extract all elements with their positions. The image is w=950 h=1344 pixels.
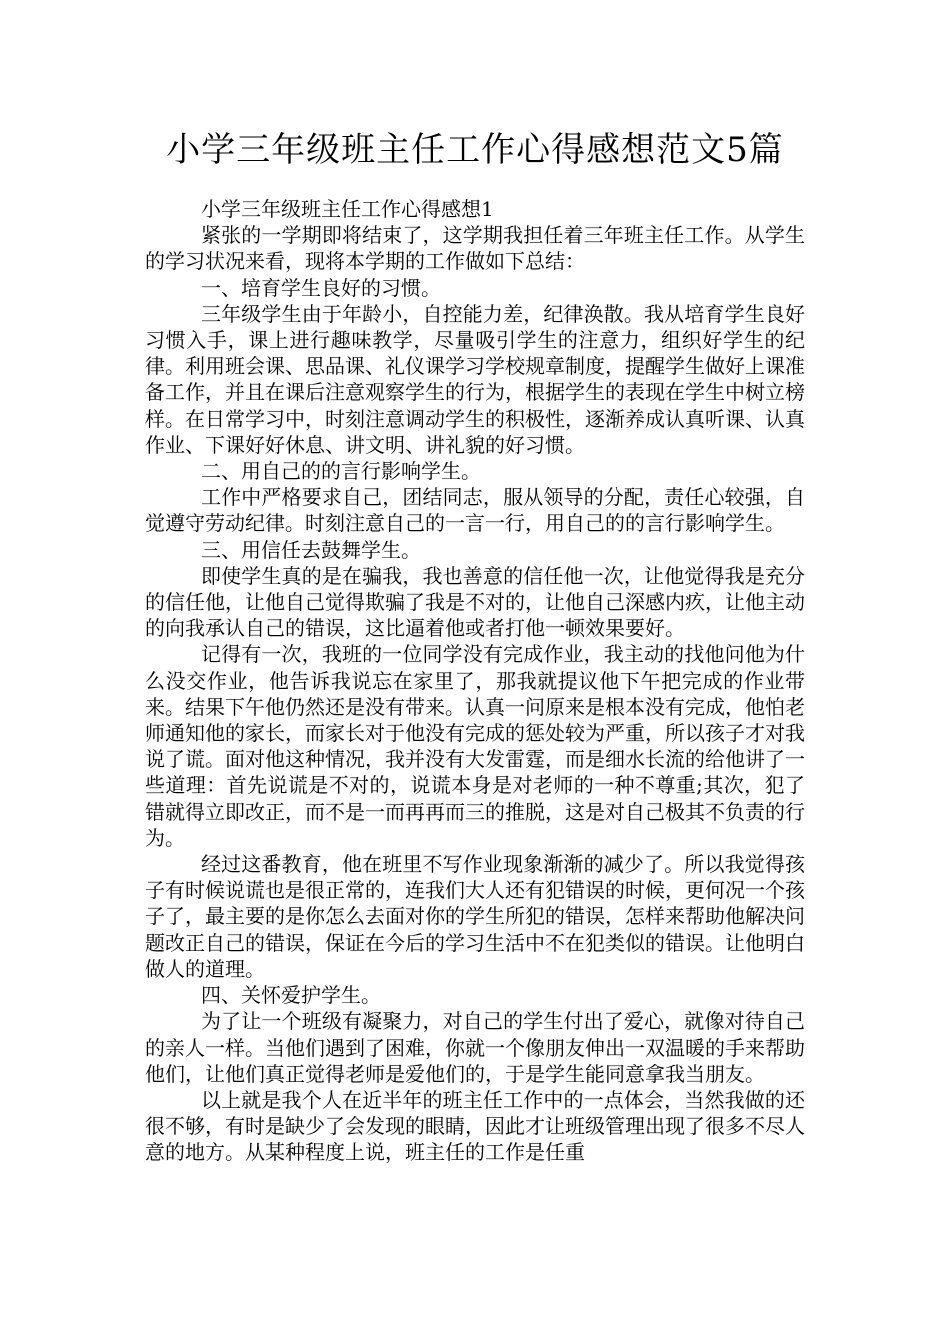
section-heading: 二、用自己的的言行影响学生。 xyxy=(201,459,481,484)
section-heading: 三、用信任去鼓舞学生。 xyxy=(201,537,421,562)
section-heading: 四、关怀爱护学生。 xyxy=(201,983,381,1008)
document-title: 小学三年级班主任工作心得感想范文5篇 xyxy=(166,130,784,170)
paragraph: 为了让一个班级有凝聚力，对自己的学生付出了爱心，就像对待自己的亲人一样。当他们遇到了困难，你就一个像朋友伸出一双温暖的手来帮助他们，让他们真正觉得老师是爱他们的，于是学生能同意拿我当朋友。 xyxy=(145,1009,805,1086)
paragraph: 紧张的一学期即将结束了，这学期我担任着三年班主任工作。从学生的学习状况来看，现将本学期的工作做如下总结： xyxy=(145,223,805,274)
paragraph: 以上就是我个人在近半年的班主任工作中的一点体会，当然我做的还很不够，有时是缺少了会发现的眼睛，因此才让班级管理出现了很多不尽人意的地方。从某种程度上说，班主任的工作是任重 xyxy=(145,1087,805,1165)
paragraph: 记得有一次，我班的一位同学没有完成作业，我主动的找他问他为什么没交作业，他告诉我说忘在家里了，那我就提议他下午把完成的作业带来。结果下午他仍然还是没有带来。认真一问原来是根本没有完成，他怕老师通知他的家长，而家长对于他没有完成的惩处较为严重，所以孩子才对我说了谎。面对他这种情况，我并没有大发雷霆，而是细水长流的给他讲了一些道理：首先说谎是不对的，说谎本身是对老师的一种不尊重;其次，犯了错就得立即改正，而不是一而再再而三的推脱，这是对自己极其不负责的行为。 xyxy=(145,642,805,850)
paragraph: 即使学生真的是在骗我，我也善意的信任他一次，让他觉得我是充分的信任他，让他自己觉得欺骗了我是不对的，让他自己深感内疚，让他主动的向我承认自己的错误，这比逼着他或者打他一顿效果要好。 xyxy=(145,563,805,641)
document-body xyxy=(145,196,805,1166)
paragraph: 经过这番教育，他在班里不写作业现象渐渐的减少了。所以我觉得孩子有时候说谎也是很正常的，连我们大人还有犯错误的时候，更何况一个孩子了，最主要的是你怎么去面对你的学生所犯的错误，怎样来帮助他解决问题改正自己的错误，保证在今后的学习生活中不在犯类似的错误。让他明白做人的道理。 xyxy=(145,852,805,981)
section-heading: 一、培育学生良好的习惯。 xyxy=(201,275,441,300)
paragraph-subtitle: 小学三年级班主任工作心得感想1 xyxy=(201,197,494,221)
paragraph: 工作中严格要求自己，团结同志，服从领导的分配，责任心较强，自觉遵守劳动纪律。时刻注意自己的一言一行，用自己的的言行影响学生。 xyxy=(145,485,805,536)
paragraph: 三年级学生由于年龄小，自控能力差，纪律涣散。我从培育学生良好习惯入手，课上进行趣味教学，尽量吸引学生的注意力，组织好学生的纪律。利用班会课、思品课、礼仪课学习学校规章制度，提醒学生做好上课准备工作，并且在课后注意观察学生的行为，根据学生的表现在学生中树立榜样。在日常学习中，时刻注意调动学生的积极性，逐渐养成认真听课、认真作业、下课好好休息、讲文明、讲礼貌的好习惯。 xyxy=(145,301,805,457)
